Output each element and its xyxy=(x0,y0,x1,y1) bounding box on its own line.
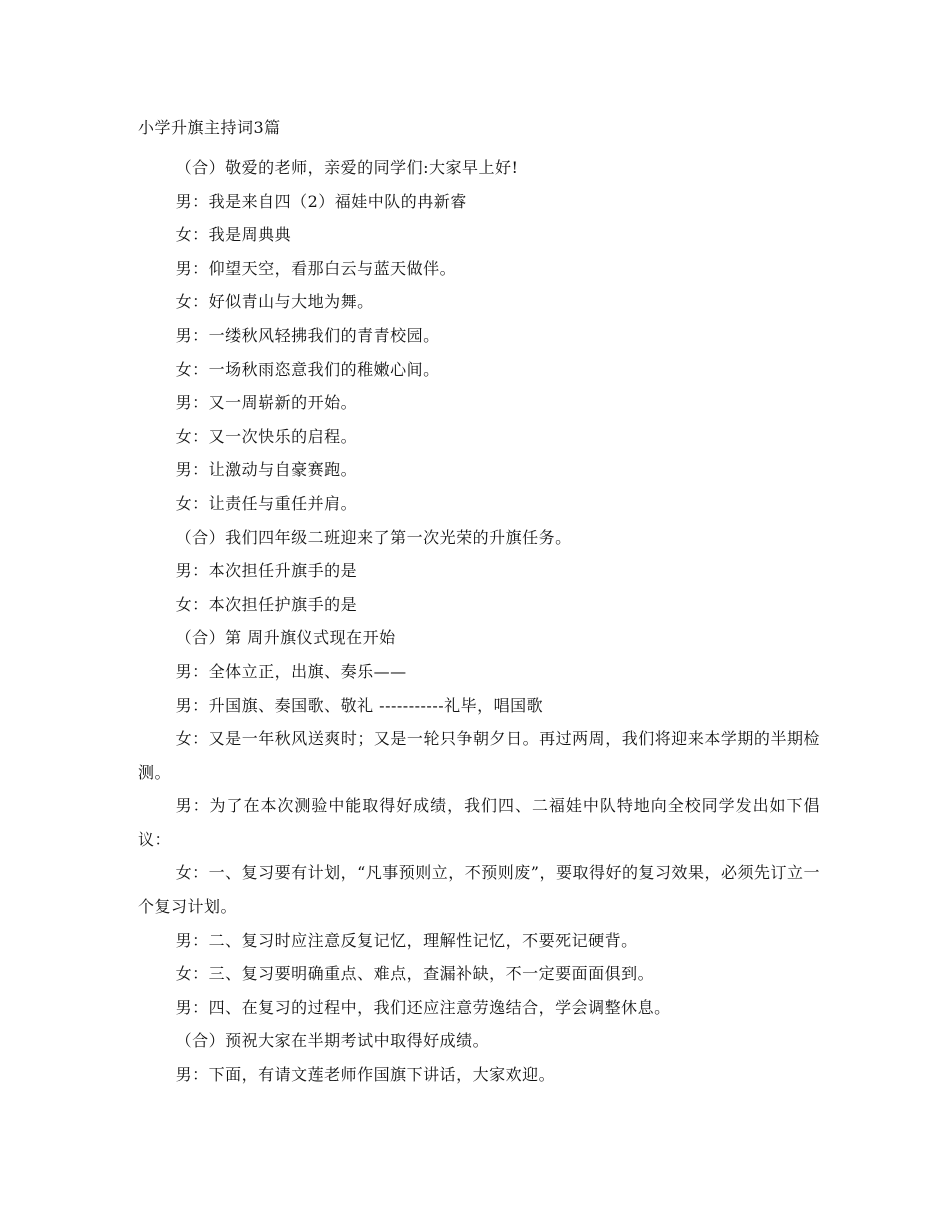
paragraph: 男：升国旗、奏国歌、敬礼 -----------礼毕，唱国歌 xyxy=(175,695,544,715)
paragraph: （合）敬爱的老师，亲爱的同学们:大家早上好! xyxy=(175,158,519,177)
paragraph: 女：又一次快乐的启程。 xyxy=(175,426,358,446)
paragraph: （合）第 周升旗仪式现在开始 xyxy=(175,628,396,648)
paragraph: （合）我们四年级二班迎来了第一次光荣的升旗任务。 xyxy=(175,527,572,547)
paragraph: 男：下面，有请文莲老师作国旗下讲话，大家欢迎。 xyxy=(175,1065,556,1085)
paragraph: 男：四、在复习的过程中，我们还应注意劳逸结合，学会调整休息。 xyxy=(175,997,671,1017)
paragraph: 女：本次担任护旗手的是 xyxy=(175,594,358,614)
paragraph: 男：全体立正，出旗、奏乐—— xyxy=(175,661,407,681)
paragraph: 女：让责任与重任并肩。 xyxy=(175,493,358,513)
paragraph: 女：我是周典典 xyxy=(175,225,292,245)
paragraph: 男：二、复习时应注意反复记忆，理解性记忆，不要死记硬背。 xyxy=(175,930,638,950)
paragraph: 男：为了在本次测验中能取得好成绩，我们四、二福娃中队特地向全校同学发出如下倡议： xyxy=(138,796,820,849)
document-body xyxy=(138,151,820,1092)
paragraph: 女：一、复习要有计划，“凡事预则立，不预则废”，要取得好的复习效果，必须先订立一个复习计划。 xyxy=(138,863,820,917)
paragraph: 男：仰望天空，看那白云与蓝天做伴。 xyxy=(175,258,457,278)
document-title: 小学升旗主持词3篇 xyxy=(138,118,281,137)
paragraph: 男：本次担任升旗手的是 xyxy=(175,561,358,581)
paragraph: （合）预祝大家在半期考试中取得好成绩。 xyxy=(175,1031,490,1051)
paragraph: 女：好似青山与大地为舞。 xyxy=(175,292,374,312)
paragraph: 男：我是来自四（2）福娃中队的冉新睿 xyxy=(175,191,467,211)
paragraph: 男：一缕秋风轻拂我们的青青校园。 xyxy=(175,325,440,345)
paragraph: 女：又是一年秋风送爽时；又是一轮只争朝夕日。再过两周，我们将迎来本学期的半期检测。 xyxy=(138,729,820,782)
paragraph: 女：一场秋雨恣意我们的稚嫩心间。 xyxy=(175,359,440,379)
paragraph: 男：让激动与自豪赛跑。 xyxy=(175,460,358,480)
paragraph: 男：又一周崭新的开始。 xyxy=(175,393,358,413)
paragraph: 女：三、复习要明确重点、难点，查漏补缺，不一定要面面俱到。 xyxy=(175,964,655,984)
